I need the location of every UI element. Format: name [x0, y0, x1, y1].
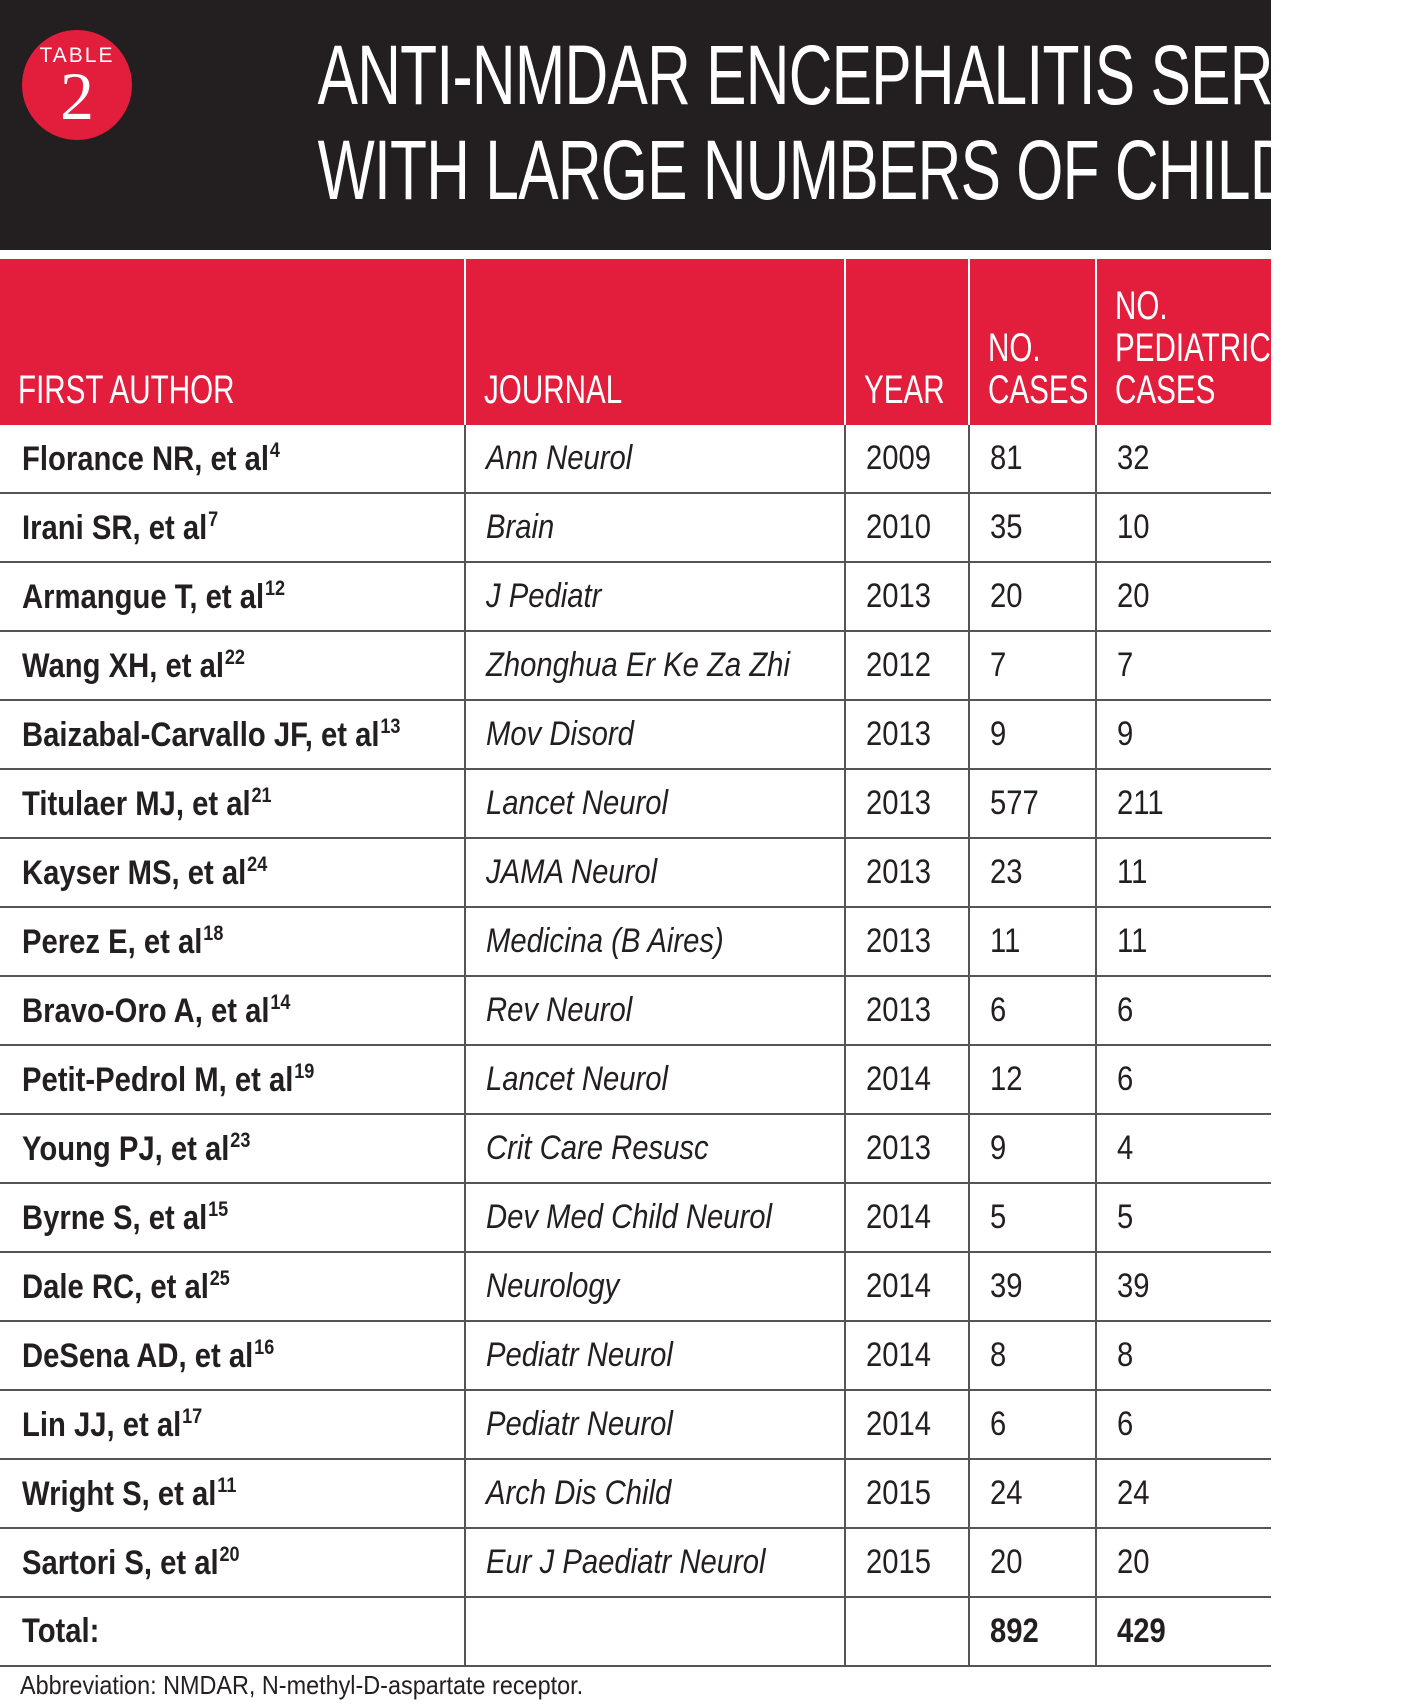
table-row	[0, 1252, 1271, 1321]
cell-cases	[969, 562, 1096, 631]
cell-pediatric	[1096, 493, 1271, 562]
footnote: Abbreviation: NMDAR, N-methyl-D-aspartate receptor.	[20, 1670, 584, 1700]
cell-pediatric	[1096, 562, 1271, 631]
cell-pediatric-text: 20	[1117, 1543, 1150, 1581]
total-year-empty	[845, 1597, 969, 1666]
reference-number: 16	[254, 1335, 275, 1359]
table-body	[0, 425, 1271, 1666]
author-name: Sartori S, et al	[22, 1543, 219, 1582]
cell-author-text	[22, 922, 223, 962]
cell-pediatric	[1096, 1252, 1271, 1321]
cell-journal-text: Zhonghua Er Ke Za Zhi	[486, 646, 790, 684]
cell-author-text	[22, 439, 280, 479]
cell-author	[0, 976, 465, 1045]
table-row	[0, 562, 1271, 631]
cell-pediatric-text: 11	[1117, 922, 1148, 960]
cell-year-text: 2015	[866, 1543, 932, 1581]
reference-number: 23	[230, 1128, 251, 1152]
header-no-cases-label	[988, 327, 1088, 411]
cell-author	[0, 1114, 465, 1183]
cell-pediatric	[1096, 700, 1271, 769]
cell-year-text: 2012	[866, 646, 932, 684]
cell-journal	[465, 1252, 845, 1321]
cell-author-text	[22, 1267, 230, 1307]
cell-year	[845, 1528, 969, 1597]
cell-author	[0, 562, 465, 631]
cell-year	[845, 1459, 969, 1528]
cell-pediatric	[1096, 1045, 1271, 1114]
author-name: DeSena AD, et al	[22, 1336, 254, 1375]
author-name: Baizabal-Carvallo JF, et al	[22, 715, 380, 754]
cell-journal	[465, 1390, 845, 1459]
cell-cases-text: 6	[990, 991, 1007, 1029]
cell-pediatric	[1096, 425, 1271, 493]
cell-journal-text: Crit Care Resusc	[486, 1129, 709, 1167]
cell-journal-text: Pediatr Neurol	[486, 1336, 673, 1374]
cell-cases	[969, 769, 1096, 838]
cell-cases-text: 5	[990, 1198, 1007, 1236]
header-no-ped-line-1: NO.	[1115, 284, 1168, 328]
cell-author-text	[22, 1474, 236, 1514]
cell-author-text	[22, 1336, 274, 1376]
cell-journal	[465, 907, 845, 976]
cell-journal-text: Lancet Neurol	[486, 784, 669, 822]
title-banner	[0, 0, 1418, 250]
reference-number: 22	[224, 645, 245, 669]
cell-year-text: 2013	[866, 991, 932, 1029]
cell-year-text: 2014	[866, 1060, 932, 1098]
header-no-cases-line-2: CASES	[988, 368, 1089, 412]
cell-year-text: 2013	[866, 715, 932, 753]
table-title	[317, 28, 1418, 218]
cell-pediatric-text: 10	[1117, 508, 1150, 546]
cell-journal-text: Lancet Neurol	[486, 1060, 669, 1098]
cell-year-text: 2013	[866, 853, 932, 891]
author-name: Dale RC, et al	[22, 1267, 209, 1306]
author-name: Titulaer MJ, et al	[22, 784, 251, 823]
cell-journal-text: Medicina (B Aires)	[486, 922, 724, 960]
cell-pediatric	[1096, 838, 1271, 907]
cell-pediatric-text: 9	[1117, 715, 1134, 753]
reference-number: 11	[217, 1473, 237, 1497]
cell-year	[845, 838, 969, 907]
cell-journal	[465, 1459, 845, 1528]
cell-journal-text: Arch Dis Child	[486, 1474, 672, 1512]
cell-author	[0, 631, 465, 700]
cell-cases	[969, 1045, 1096, 1114]
cell-pediatric-text: 7	[1117, 646, 1134, 684]
total-row	[0, 1597, 1271, 1666]
table-row	[0, 1183, 1271, 1252]
cell-cases	[969, 493, 1096, 562]
cell-cases-text: 11	[990, 922, 1021, 960]
total-journal-empty	[465, 1597, 845, 1666]
reference-number: 12	[264, 576, 286, 600]
cell-journal-text: Ann Neurol	[486, 439, 633, 477]
cell-pediatric-text: 6	[1117, 991, 1134, 1029]
table-row	[0, 976, 1271, 1045]
header-no-ped-line-3: CASES	[1115, 368, 1216, 412]
cell-cases	[969, 1321, 1096, 1390]
header-year	[845, 259, 969, 425]
author-name: Armangue T, et al	[22, 577, 265, 616]
table-row	[0, 907, 1271, 976]
cell-author-text	[22, 508, 218, 548]
author-name: Young PJ, et al	[22, 1129, 230, 1168]
author-name: Wright S, et al	[22, 1474, 217, 1513]
cell-year	[845, 1114, 969, 1183]
cell-cases	[969, 1252, 1096, 1321]
cell-cases	[969, 1528, 1096, 1597]
cell-author	[0, 1459, 465, 1528]
author-name: Perez E, et al	[22, 922, 203, 961]
cell-year	[845, 907, 969, 976]
header-no-cases	[969, 259, 1096, 425]
reference-number: 25	[209, 1266, 230, 1290]
reference-number: 19	[294, 1059, 315, 1083]
table-number-badge	[22, 30, 132, 140]
cell-pediatric	[1096, 1459, 1271, 1528]
header-journal	[465, 259, 845, 425]
cell-pediatric-text: 20	[1117, 577, 1150, 615]
cell-pediatric	[1096, 1114, 1271, 1183]
cell-author-text	[22, 991, 290, 1031]
table-row	[0, 493, 1271, 562]
header-first-author-label: FIRST AUTHOR	[18, 368, 235, 412]
cell-pediatric	[1096, 976, 1271, 1045]
cell-author-text	[22, 577, 285, 617]
cell-journal-text: Dev Med Child Neurol	[486, 1198, 773, 1236]
author-name: Kayser MS, et al	[22, 853, 247, 892]
cell-year	[845, 631, 969, 700]
cell-author	[0, 907, 465, 976]
badge-word: TABLE	[39, 44, 115, 67]
header-first-author	[0, 259, 465, 425]
cell-author	[0, 1321, 465, 1390]
cell-cases-text: 20	[990, 577, 1023, 615]
cell-pediatric-text: 32	[1117, 439, 1150, 477]
cell-year-text: 2014	[866, 1198, 932, 1236]
cell-journal-text: Neurology	[486, 1267, 620, 1305]
cell-journal	[465, 631, 845, 700]
cell-pediatric	[1096, 907, 1271, 976]
total-label-text: Total:	[22, 1612, 100, 1650]
cell-author	[0, 838, 465, 907]
reference-number: 17	[182, 1404, 203, 1428]
cell-cases-text: 35	[990, 508, 1023, 546]
cell-author-text	[22, 715, 400, 755]
header-row	[0, 259, 1271, 425]
cell-author	[0, 1045, 465, 1114]
table-row	[0, 838, 1271, 907]
cell-cases-text: 6	[990, 1405, 1007, 1443]
table-row	[0, 1390, 1271, 1459]
cell-year	[845, 493, 969, 562]
cell-journal-text: Mov Disord	[486, 715, 634, 753]
cell-author-text	[22, 1543, 240, 1583]
header-no-ped-line-2: PEDIATRIC	[1115, 326, 1271, 370]
cell-author	[0, 700, 465, 769]
cell-journal-text: Brain	[486, 508, 555, 546]
cell-cases-text: 81	[990, 439, 1023, 477]
reference-number: 4	[269, 438, 280, 462]
cell-pediatric-text: 211	[1117, 784, 1164, 822]
header-no-pediatric-label	[1115, 285, 1271, 411]
cell-journal	[465, 425, 845, 493]
total-cases-text: 892	[990, 1612, 1039, 1650]
cell-author-text	[22, 784, 272, 824]
cell-cases-text: 39	[990, 1267, 1023, 1305]
cell-journal-text: Rev Neurol	[486, 991, 633, 1029]
cell-pediatric-text: 24	[1117, 1474, 1150, 1512]
cell-year	[845, 1045, 969, 1114]
table-row	[0, 1321, 1271, 1390]
author-name: Florance NR, et al	[22, 439, 269, 478]
cell-pediatric	[1096, 1528, 1271, 1597]
header-year-label: YEAR	[864, 368, 945, 412]
reference-number: 7	[208, 507, 219, 531]
reference-number: 24	[247, 852, 268, 876]
reference-number: 13	[380, 714, 401, 738]
cell-cases-text: 9	[990, 715, 1007, 753]
cell-author-text	[22, 1129, 250, 1169]
cell-cases	[969, 700, 1096, 769]
cell-cases-text: 24	[990, 1474, 1023, 1512]
cell-year	[845, 425, 969, 493]
cell-year-text: 2013	[866, 784, 932, 822]
cell-cases	[969, 1114, 1096, 1183]
author-name: Wang XH, et al	[22, 646, 225, 685]
cell-cases-text: 23	[990, 853, 1023, 891]
cell-author-text	[22, 853, 267, 893]
cell-journal-text: JAMA Neurol	[486, 853, 658, 891]
cell-author	[0, 1183, 465, 1252]
cell-year	[845, 976, 969, 1045]
cell-journal	[465, 1183, 845, 1252]
cell-year-text: 2014	[866, 1267, 932, 1305]
cell-author	[0, 1390, 465, 1459]
cell-journal	[465, 769, 845, 838]
cell-year	[845, 769, 969, 838]
cell-year	[845, 700, 969, 769]
cell-journal	[465, 1528, 845, 1597]
cell-journal	[465, 493, 845, 562]
cell-author-text	[22, 646, 245, 686]
cell-author-text	[22, 1405, 202, 1445]
cell-author	[0, 769, 465, 838]
cell-cases-text: 7	[990, 646, 1007, 684]
author-name: Irani SR, et al	[22, 508, 208, 547]
table-row	[0, 769, 1271, 838]
cell-pediatric-text: 39	[1117, 1267, 1150, 1305]
cell-journal	[465, 976, 845, 1045]
cell-year-text: 2009	[866, 439, 932, 477]
cell-year	[845, 1183, 969, 1252]
cell-journal-text: J Pediatr	[486, 577, 602, 615]
table-row	[0, 1045, 1271, 1114]
cell-journal	[465, 838, 845, 907]
title-line-2: WITH LARGE NUMBERS OF CHILDREN	[317, 123, 1418, 217]
cell-author	[0, 493, 465, 562]
cell-cases	[969, 1390, 1096, 1459]
table-row	[0, 1114, 1271, 1183]
cell-cases-text: 20	[990, 1543, 1023, 1581]
cell-pediatric-text: 6	[1117, 1060, 1134, 1098]
reference-number: 21	[251, 783, 272, 807]
cell-cases	[969, 907, 1096, 976]
reference-number: 18	[203, 921, 224, 945]
cell-journal	[465, 1045, 845, 1114]
cell-cases	[969, 838, 1096, 907]
cell-journal	[465, 1114, 845, 1183]
author-name: Bravo-Oro A, et al	[22, 991, 270, 1030]
table-row	[0, 425, 1271, 493]
cell-year-text: 2013	[866, 922, 932, 960]
table-row	[0, 1459, 1271, 1528]
table-row	[0, 700, 1271, 769]
cell-cases-text: 8	[990, 1336, 1007, 1374]
cell-year-text: 2014	[866, 1405, 932, 1443]
cell-author-text	[22, 1060, 314, 1100]
cell-cases-text: 577	[990, 784, 1039, 822]
cell-cases-text: 9	[990, 1129, 1007, 1167]
cell-journal	[465, 1321, 845, 1390]
cell-pediatric	[1096, 1183, 1271, 1252]
series-table	[0, 259, 1271, 1667]
reference-number: 15	[208, 1197, 229, 1221]
cell-pediatric	[1096, 631, 1271, 700]
cell-journal	[465, 562, 845, 631]
total-pediatric	[1096, 1597, 1271, 1666]
badge-number: 2	[60, 58, 94, 134]
cell-year-text: 2015	[866, 1474, 932, 1512]
cell-journal-text: Eur J Paediatr Neurol	[486, 1543, 766, 1581]
cell-pediatric-text: 5	[1117, 1198, 1134, 1236]
table-row	[0, 631, 1271, 700]
reference-number: 14	[270, 990, 291, 1014]
cell-pediatric	[1096, 1321, 1271, 1390]
cell-year	[845, 1390, 969, 1459]
cell-cases	[969, 631, 1096, 700]
author-name: Petit-Pedrol M, et al	[22, 1060, 294, 1099]
cell-year-text: 2013	[866, 1129, 932, 1167]
cell-journal-text: Pediatr Neurol	[486, 1405, 673, 1443]
cell-cases	[969, 1183, 1096, 1252]
cell-cases-text: 12	[990, 1060, 1023, 1098]
total-label	[0, 1597, 465, 1666]
cell-year	[845, 1321, 969, 1390]
cell-cases	[969, 425, 1096, 493]
total-cases	[969, 1597, 1096, 1666]
total-pediatric-text: 429	[1117, 1612, 1166, 1650]
author-name: Byrne S, et al	[22, 1198, 208, 1237]
cell-author	[0, 425, 465, 493]
cell-author	[0, 1528, 465, 1597]
title-line-1: ANTI-NMDAR ENCEPHALITIS SERIES	[317, 28, 1369, 122]
cell-pediatric-text: 11	[1117, 853, 1148, 891]
cell-year	[845, 562, 969, 631]
header-no-pediatric-cases	[1096, 259, 1271, 425]
cell-pediatric-text: 8	[1117, 1336, 1134, 1374]
cell-pediatric	[1096, 769, 1271, 838]
cell-year-text: 2014	[866, 1336, 932, 1374]
cell-year-text: 2010	[866, 508, 932, 546]
table-row	[0, 1528, 1271, 1597]
author-name: Lin JJ, et al	[22, 1405, 182, 1444]
header-journal-label: JOURNAL	[484, 368, 623, 412]
cell-pediatric	[1096, 1390, 1271, 1459]
cell-journal	[465, 700, 845, 769]
cell-year	[845, 1252, 969, 1321]
cell-year-text: 2013	[866, 577, 932, 615]
cell-pediatric-text: 4	[1117, 1129, 1134, 1167]
cell-pediatric-text: 6	[1117, 1405, 1134, 1443]
cell-author-text	[22, 1198, 228, 1238]
reference-number: 20	[219, 1542, 240, 1566]
cell-cases	[969, 1459, 1096, 1528]
header-no-cases-line-1: NO.	[988, 326, 1041, 370]
cell-cases	[969, 976, 1096, 1045]
cell-author	[0, 1252, 465, 1321]
